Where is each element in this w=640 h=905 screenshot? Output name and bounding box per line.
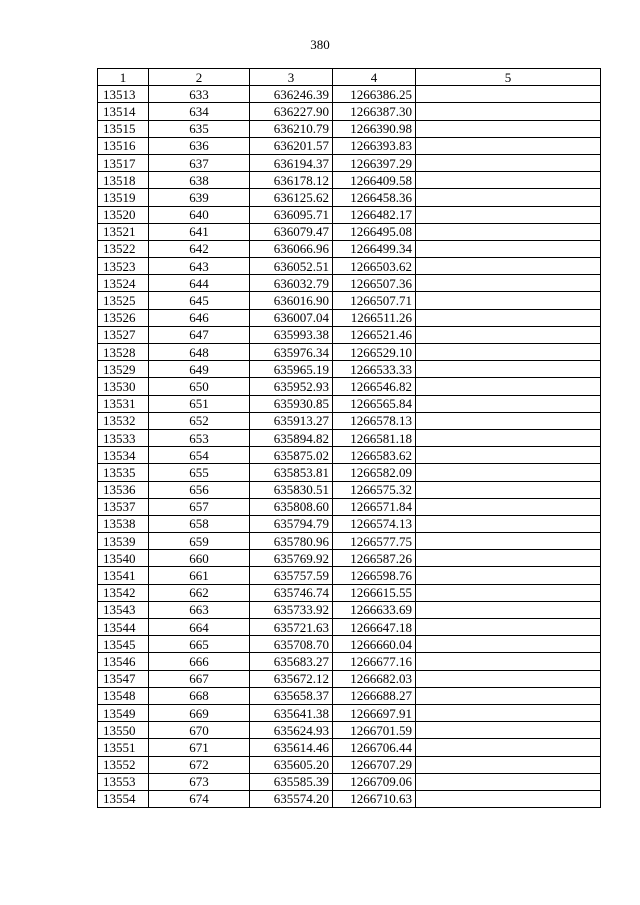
- cell-col-4: 1266533.33: [333, 361, 416, 378]
- table-row: [98, 120, 601, 137]
- cell-col-4: 1266574.13: [333, 515, 416, 532]
- cell-col-5: [416, 619, 601, 636]
- table-row: [98, 464, 601, 481]
- cell-col-5: [416, 498, 601, 515]
- table-row: [98, 309, 601, 326]
- cell-col-5: [416, 309, 601, 326]
- cell-col-4: 1266458.36: [333, 189, 416, 206]
- cell-col-1: 13530: [98, 378, 149, 395]
- table-row: [98, 619, 601, 636]
- table-row: [98, 653, 601, 670]
- cell-col-2: 637: [149, 154, 250, 171]
- table-row: [98, 395, 601, 412]
- cell-col-5: [416, 137, 601, 154]
- cell-col-4: 1266578.13: [333, 412, 416, 429]
- cell-col-1: 13519: [98, 189, 149, 206]
- cell-col-1: 13539: [98, 533, 149, 550]
- cell-col-3: 635830.51: [250, 481, 333, 498]
- cell-col-1: 13541: [98, 567, 149, 584]
- table-row: [98, 429, 601, 446]
- cell-col-3: 635894.82: [250, 429, 333, 446]
- cell-col-2: 667: [149, 670, 250, 687]
- cell-col-2: 633: [149, 86, 250, 103]
- table-row: [98, 206, 601, 223]
- cell-col-3: 636079.47: [250, 223, 333, 240]
- table-row: [98, 86, 601, 103]
- cell-col-2: 644: [149, 275, 250, 292]
- table-row: [98, 292, 601, 309]
- table-row: [98, 240, 601, 257]
- cell-col-4: 1266583.62: [333, 447, 416, 464]
- cell-col-2: 651: [149, 395, 250, 412]
- cell-col-3: 635952.93: [250, 378, 333, 395]
- cell-col-4: 1266633.69: [333, 601, 416, 618]
- table-body: [98, 86, 601, 808]
- table-row: [98, 687, 601, 704]
- cell-col-3: 636194.37: [250, 154, 333, 171]
- cell-col-3: 635605.20: [250, 756, 333, 773]
- column-header-5: 5: [416, 69, 601, 86]
- table-row: [98, 154, 601, 171]
- cell-col-2: 647: [149, 326, 250, 343]
- table-row: [98, 275, 601, 292]
- table-row: [98, 447, 601, 464]
- table-row: [98, 584, 601, 601]
- cell-col-5: [416, 258, 601, 275]
- cell-col-4: 1266499.34: [333, 240, 416, 257]
- table-row: [98, 601, 601, 618]
- cell-col-5: [416, 326, 601, 343]
- cell-col-5: [416, 223, 601, 240]
- cell-col-2: 652: [149, 412, 250, 429]
- table-row: [98, 103, 601, 120]
- cell-col-4: 1266503.62: [333, 258, 416, 275]
- cell-col-5: [416, 515, 601, 532]
- cell-col-3: 636246.39: [250, 86, 333, 103]
- table-row: [98, 550, 601, 567]
- cell-col-4: 1266581.18: [333, 429, 416, 446]
- table-row: [98, 172, 601, 189]
- cell-col-1: 13535: [98, 464, 149, 481]
- cell-col-1: 13553: [98, 773, 149, 790]
- cell-col-4: 1266598.76: [333, 567, 416, 584]
- cell-col-2: 658: [149, 515, 250, 532]
- cell-col-5: [416, 412, 601, 429]
- cell-col-5: [416, 756, 601, 773]
- cell-col-3: 635965.19: [250, 361, 333, 378]
- cell-col-3: 635585.39: [250, 773, 333, 790]
- cell-col-5: [416, 120, 601, 137]
- cell-col-5: [416, 481, 601, 498]
- cell-col-4: 1266682.03: [333, 670, 416, 687]
- cell-col-4: 1266390.98: [333, 120, 416, 137]
- cell-col-2: 666: [149, 653, 250, 670]
- cell-col-2: 634: [149, 103, 250, 120]
- cell-col-2: 674: [149, 790, 250, 807]
- cell-col-5: [416, 206, 601, 223]
- cell-col-4: 1266582.09: [333, 464, 416, 481]
- cell-col-3: 635708.70: [250, 636, 333, 653]
- cell-col-1: 13550: [98, 722, 149, 739]
- cell-col-2: 654: [149, 447, 250, 464]
- cell-col-2: 639: [149, 189, 250, 206]
- cell-col-3: 635721.63: [250, 619, 333, 636]
- table-row: [98, 498, 601, 515]
- cell-col-3: 635875.02: [250, 447, 333, 464]
- cell-col-1: 13534: [98, 447, 149, 464]
- cell-col-3: 636178.12: [250, 172, 333, 189]
- cell-col-5: [416, 601, 601, 618]
- cell-col-1: 13533: [98, 429, 149, 446]
- cell-col-3: 635624.93: [250, 722, 333, 739]
- cell-col-5: [416, 636, 601, 653]
- cell-col-2: 669: [149, 704, 250, 721]
- cell-col-1: 13517: [98, 154, 149, 171]
- cell-col-5: [416, 653, 601, 670]
- cell-col-1: 13518: [98, 172, 149, 189]
- cell-col-3: 635746.74: [250, 584, 333, 601]
- cell-col-3: 635757.59: [250, 567, 333, 584]
- table-row: [98, 670, 601, 687]
- cell-col-5: [416, 464, 601, 481]
- cell-col-2: 670: [149, 722, 250, 739]
- table-header: [98, 69, 601, 86]
- table-row: [98, 722, 601, 739]
- cell-col-2: 661: [149, 567, 250, 584]
- cell-col-1: 13522: [98, 240, 149, 257]
- cell-col-2: 643: [149, 258, 250, 275]
- cell-col-5: [416, 773, 601, 790]
- cell-col-2: 659: [149, 533, 250, 550]
- cell-col-5: [416, 344, 601, 361]
- cell-col-3: 635930.85: [250, 395, 333, 412]
- table-row: [98, 515, 601, 532]
- cell-col-4: 1266529.10: [333, 344, 416, 361]
- cell-col-5: [416, 567, 601, 584]
- cell-col-2: 635: [149, 120, 250, 137]
- cell-col-4: 1266387.30: [333, 103, 416, 120]
- cell-col-1: 13524: [98, 275, 149, 292]
- column-header-4: 4: [333, 69, 416, 86]
- cell-col-2: 671: [149, 739, 250, 756]
- coordinates-table: [97, 68, 601, 808]
- cell-col-2: 646: [149, 309, 250, 326]
- column-header-1: 1: [98, 69, 149, 86]
- cell-col-3: 635574.20: [250, 790, 333, 807]
- cell-col-5: [416, 533, 601, 550]
- cell-col-4: 1266507.71: [333, 292, 416, 309]
- cell-col-1: 13532: [98, 412, 149, 429]
- cell-col-3: 636016.90: [250, 292, 333, 309]
- table-row: [98, 137, 601, 154]
- cell-col-2: 650: [149, 378, 250, 395]
- column-header-2: 2: [149, 69, 250, 86]
- column-header-3: 3: [250, 69, 333, 86]
- cell-col-5: [416, 86, 601, 103]
- cell-col-5: [416, 550, 601, 567]
- cell-col-1: 13531: [98, 395, 149, 412]
- cell-col-4: 1266386.25: [333, 86, 416, 103]
- cell-col-4: 1266709.06: [333, 773, 416, 790]
- cell-col-1: 13542: [98, 584, 149, 601]
- cell-col-4: 1266546.82: [333, 378, 416, 395]
- cell-col-4: 1266710.63: [333, 790, 416, 807]
- cell-col-3: 635794.79: [250, 515, 333, 532]
- cell-col-4: 1266511.26: [333, 309, 416, 326]
- cell-col-1: 13516: [98, 137, 149, 154]
- cell-col-2: 642: [149, 240, 250, 257]
- cell-col-3: 635733.92: [250, 601, 333, 618]
- cell-col-5: [416, 189, 601, 206]
- cell-col-1: 13526: [98, 309, 149, 326]
- cell-col-4: 1266677.16: [333, 653, 416, 670]
- cell-col-5: [416, 154, 601, 171]
- cell-col-5: [416, 687, 601, 704]
- cell-col-5: [416, 429, 601, 446]
- cell-col-1: 13513: [98, 86, 149, 103]
- cell-col-1: 13536: [98, 481, 149, 498]
- cell-col-2: 657: [149, 498, 250, 515]
- table-row: [98, 773, 601, 790]
- cell-col-1: 13523: [98, 258, 149, 275]
- cell-col-2: 648: [149, 344, 250, 361]
- cell-col-4: 1266647.18: [333, 619, 416, 636]
- header-row: [98, 69, 601, 86]
- cell-col-3: 635641.38: [250, 704, 333, 721]
- cell-col-5: [416, 378, 601, 395]
- cell-col-2: 665: [149, 636, 250, 653]
- cell-col-1: 13544: [98, 619, 149, 636]
- cell-col-3: 636201.57: [250, 137, 333, 154]
- cell-col-4: 1266482.17: [333, 206, 416, 223]
- cell-col-1: 13514: [98, 103, 149, 120]
- cell-col-5: [416, 240, 601, 257]
- cell-col-1: 13525: [98, 292, 149, 309]
- table-row: [98, 223, 601, 240]
- cell-col-1: 13551: [98, 739, 149, 756]
- table-row: [98, 636, 601, 653]
- cell-col-2: 640: [149, 206, 250, 223]
- table-row: [98, 361, 601, 378]
- cell-col-1: 13549: [98, 704, 149, 721]
- table-row: [98, 258, 601, 275]
- cell-col-1: 13528: [98, 344, 149, 361]
- cell-col-5: [416, 395, 601, 412]
- cell-col-3: 635976.34: [250, 344, 333, 361]
- cell-col-2: 660: [149, 550, 250, 567]
- cell-col-3: 635780.96: [250, 533, 333, 550]
- cell-col-3: 636032.79: [250, 275, 333, 292]
- cell-col-3: 636095.71: [250, 206, 333, 223]
- table-row: [98, 739, 601, 756]
- table-row: [98, 756, 601, 773]
- cell-col-1: 13520: [98, 206, 149, 223]
- cell-col-4: 1266660.04: [333, 636, 416, 653]
- cell-col-3: 635808.60: [250, 498, 333, 515]
- cell-col-5: [416, 361, 601, 378]
- cell-col-5: [416, 704, 601, 721]
- cell-col-2: 653: [149, 429, 250, 446]
- cell-col-2: 641: [149, 223, 250, 240]
- cell-col-5: [416, 584, 601, 601]
- cell-col-2: 673: [149, 773, 250, 790]
- cell-col-5: [416, 292, 601, 309]
- cell-col-3: 635683.27: [250, 653, 333, 670]
- table-row: [98, 344, 601, 361]
- cell-col-4: 1266507.36: [333, 275, 416, 292]
- cell-col-2: 663: [149, 601, 250, 618]
- table-row: [98, 481, 601, 498]
- cell-col-4: 1266707.29: [333, 756, 416, 773]
- table-row: [98, 412, 601, 429]
- page-number: 380: [310, 37, 330, 52]
- cell-col-5: [416, 172, 601, 189]
- cell-col-3: 635913.27: [250, 412, 333, 429]
- table-row: [98, 378, 601, 395]
- cell-col-5: [416, 670, 601, 687]
- cell-col-1: 13537: [98, 498, 149, 515]
- cell-col-2: 638: [149, 172, 250, 189]
- cell-col-1: 13515: [98, 120, 149, 137]
- cell-col-1: 13543: [98, 601, 149, 618]
- cell-col-4: 1266587.26: [333, 550, 416, 567]
- cell-col-2: 645: [149, 292, 250, 309]
- cell-col-3: 636125.62: [250, 189, 333, 206]
- cell-col-4: 1266393.83: [333, 137, 416, 154]
- cell-col-4: 1266495.08: [333, 223, 416, 240]
- cell-col-4: 1266565.84: [333, 395, 416, 412]
- cell-col-4: 1266701.59: [333, 722, 416, 739]
- cell-col-1: 13546: [98, 653, 149, 670]
- table-row: [98, 567, 601, 584]
- cell-col-2: 636: [149, 137, 250, 154]
- cell-col-3: 636007.04: [250, 309, 333, 326]
- cell-col-4: 1266397.29: [333, 154, 416, 171]
- table-row: [98, 704, 601, 721]
- cell-col-3: 635614.46: [250, 739, 333, 756]
- table-row: [98, 326, 601, 343]
- cell-col-3: 636066.96: [250, 240, 333, 257]
- cell-col-1: 13545: [98, 636, 149, 653]
- cell-col-3: 635769.92: [250, 550, 333, 567]
- cell-col-3: 635672.12: [250, 670, 333, 687]
- cell-col-1: 13540: [98, 550, 149, 567]
- cell-col-5: [416, 103, 601, 120]
- table-row: [98, 533, 601, 550]
- table-row: [98, 189, 601, 206]
- cell-col-4: 1266577.75: [333, 533, 416, 550]
- cell-col-4: 1266697.91: [333, 704, 416, 721]
- cell-col-1: 13529: [98, 361, 149, 378]
- cell-col-5: [416, 275, 601, 292]
- cell-col-5: [416, 739, 601, 756]
- cell-col-5: [416, 722, 601, 739]
- cell-col-2: 655: [149, 464, 250, 481]
- cell-col-2: 656: [149, 481, 250, 498]
- cell-col-2: 664: [149, 619, 250, 636]
- cell-col-5: [416, 790, 601, 807]
- cell-col-2: 662: [149, 584, 250, 601]
- cell-col-4: 1266571.84: [333, 498, 416, 515]
- cell-col-4: 1266688.27: [333, 687, 416, 704]
- table-row: [98, 790, 601, 807]
- cell-col-4: 1266615.55: [333, 584, 416, 601]
- cell-col-5: [416, 447, 601, 464]
- cell-col-3: 636227.90: [250, 103, 333, 120]
- cell-col-1: 13554: [98, 790, 149, 807]
- cell-col-2: 672: [149, 756, 250, 773]
- cell-col-3: 635993.38: [250, 326, 333, 343]
- cell-col-3: 636052.51: [250, 258, 333, 275]
- cell-col-1: 13548: [98, 687, 149, 704]
- cell-col-3: 635658.37: [250, 687, 333, 704]
- cell-col-1: 13538: [98, 515, 149, 532]
- cell-col-4: 1266575.32: [333, 481, 416, 498]
- cell-col-1: 13521: [98, 223, 149, 240]
- cell-col-3: 635853.81: [250, 464, 333, 481]
- cell-col-2: 668: [149, 687, 250, 704]
- cell-col-3: 636210.79: [250, 120, 333, 137]
- cell-col-4: 1266409.58: [333, 172, 416, 189]
- cell-col-4: 1266521.46: [333, 326, 416, 343]
- cell-col-1: 13552: [98, 756, 149, 773]
- cell-col-1: 13527: [98, 326, 149, 343]
- cell-col-2: 649: [149, 361, 250, 378]
- cell-col-4: 1266706.44: [333, 739, 416, 756]
- cell-col-1: 13547: [98, 670, 149, 687]
